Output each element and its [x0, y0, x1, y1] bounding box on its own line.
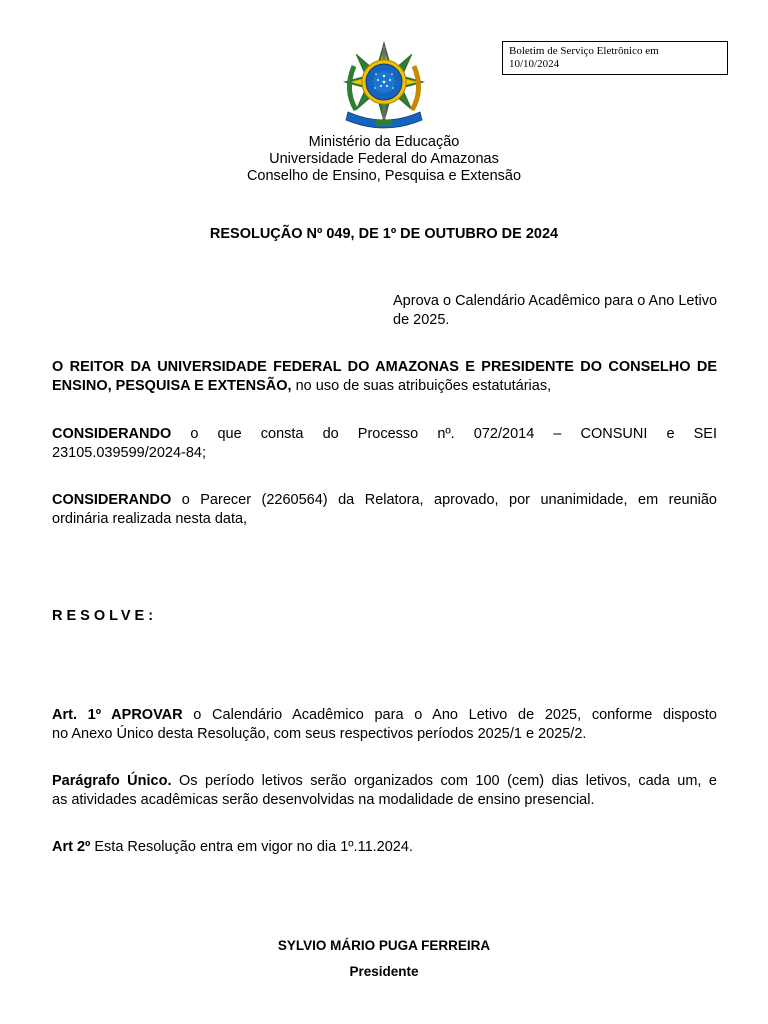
preamble-bold-line-1: O REITOR DA UNIVERSIDADE FEDERAL DO AMAZONAS E PRESIDENTE DO CONSELHO DE [52, 359, 717, 375]
resolve-heading: RESOLVE: [52, 608, 158, 624]
considerando-1-line-2: 23105.039599/2024-84; [52, 445, 207, 461]
single-paragraph-line-1: Parágrafo Único. Os período letivos serão organizados com 100 (cem) dias letivos, cada um, e [52, 773, 717, 789]
considerando-2-line-2: ordinária realizada nesta data, [52, 511, 248, 527]
brazil-coat-of-arms-icon [336, 38, 432, 134]
preamble-line-2: ENSINO, PESQUISA E EXTENSÃO, no uso de suas atribuições estatutárias, [52, 378, 552, 394]
header-university: Universidade Federal do Amazonas [269, 151, 499, 167]
stamp-line-2: 10/10/2024 [509, 58, 560, 70]
header-council: Conselho de Ensino, Pesquisa e Extensão [246, 168, 522, 184]
header-ministry: Ministério da Educação [308, 134, 460, 150]
article-1-line-2: no Anexo Único desta Resolução, com seus respectivos períodos 2025/1 e 2025/2. [52, 726, 587, 742]
single-paragraph [52, 772, 717, 810]
resolution-summary: Aprova o Calendário Acadêmico para o Ano Letivo de 2025. [393, 293, 718, 328]
considerando-paragraph-2 [52, 491, 717, 529]
article-1-paragraph [52, 706, 717, 744]
considerando-1-line-1: CONSIDERANDO o que consta do Processo nº. 072/2014 – CONSUNI e SEI [52, 426, 717, 442]
article-2-paragraph: Art 2º Esta Resolução entra em vigor no dia 1º.11.2024. [52, 839, 413, 855]
single-paragraph-line-2: as atividades acadêmicas serão desenvolvidas na modalidade de ensino presencial. [52, 792, 595, 808]
considerando-paragraph-1 [52, 425, 717, 463]
publication-stamp [502, 41, 728, 75]
signer-name: SYLVIO MÁRIO PUGA FERREIRA [277, 938, 491, 953]
signer-role: Presidente [349, 964, 419, 979]
considerando-2-line-1: CONSIDERANDO o Parecer (2260564) da Relatora, aprovado, por unanimidade, em reunião [52, 492, 717, 508]
preamble-paragraph [52, 358, 717, 396]
resolution-title: RESOLUÇÃO Nº 049, DE 1º DE OUTUBRO DE 2024 [209, 226, 559, 242]
stamp-line-1: Boletim de Serviço Eletrônico em [509, 45, 659, 57]
institution-header [0, 134, 768, 185]
article-1-line-1: Art. 1º APROVAR o Calendário Acadêmico para o Ano Letivo de 2025, conforme disposto [52, 707, 717, 723]
